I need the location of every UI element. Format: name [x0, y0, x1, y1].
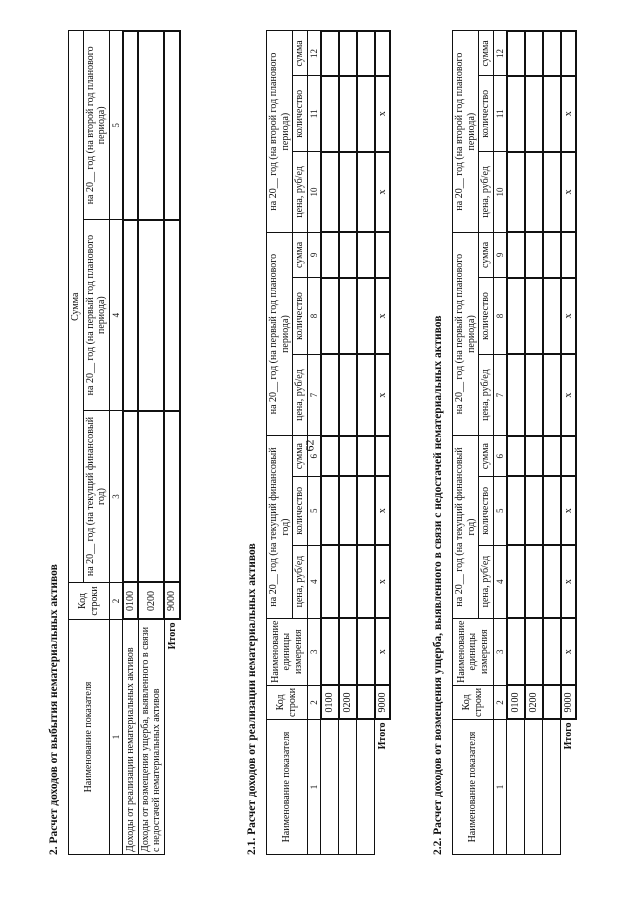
input-cell[interactable]	[543, 354, 561, 436]
num-cell: 3	[109, 411, 123, 583]
total-label: Итого	[563, 722, 575, 750]
input-cell[interactable]	[507, 152, 525, 233]
num-cell: 12	[307, 31, 321, 76]
input-cell[interactable]	[123, 411, 139, 583]
col-code-header: Код строки	[453, 685, 494, 719]
num-cell: 7	[307, 354, 321, 436]
input-cell[interactable]	[339, 278, 357, 355]
price-header: цена, руб/ед	[479, 545, 494, 618]
input-cell[interactable]	[357, 436, 375, 477]
input-cell[interactable]	[525, 76, 543, 152]
input-cell[interactable]	[543, 685, 561, 719]
sum-header: сумма	[293, 232, 308, 277]
input-cell[interactable]	[543, 278, 561, 355]
section-22-title: 2.2. Расчет доходов от возмещения ущерба, выявленного в связи с недостачей нематериальных активов	[432, 315, 444, 855]
input-cell[interactable]	[561, 436, 577, 477]
input-cell[interactable]	[339, 477, 357, 546]
input-cell[interactable]	[321, 278, 339, 355]
input-cell[interactable]	[507, 477, 525, 546]
input-cell[interactable]	[321, 232, 339, 277]
year2-header: на 20__ год (на первый год планового периода)	[453, 232, 479, 436]
input-cell[interactable]	[321, 31, 339, 76]
input-cell[interactable]	[543, 477, 561, 546]
num-cell: 2	[307, 685, 321, 719]
num-cell: 10	[493, 152, 507, 233]
page-number: 62	[302, 439, 317, 452]
col-code-header: Код строки	[69, 583, 110, 620]
total-label: Итого	[166, 622, 178, 650]
num-cell: 3	[307, 618, 321, 685]
input-cell[interactable]	[321, 618, 339, 685]
input-cell[interactable]	[164, 220, 180, 411]
input-cell[interactable]	[525, 278, 543, 355]
input-cell[interactable]	[357, 477, 375, 546]
input-cell[interactable]	[357, 618, 375, 685]
input-cell[interactable]	[321, 76, 339, 152]
col-name-header: Наименование показателя	[69, 620, 110, 855]
input-cell[interactable]	[357, 545, 375, 618]
total-code: 9000	[561, 685, 577, 719]
input-cell[interactable]	[525, 31, 543, 76]
input-cell[interactable]	[321, 477, 339, 546]
input-cell[interactable]	[321, 720, 339, 855]
qty-header: количество	[293, 278, 308, 355]
col-year3-header: на 20__ год (на второй год планового периода)	[83, 31, 109, 220]
input-cell[interactable]	[339, 618, 357, 685]
x-mark: x	[375, 76, 391, 152]
input-cell[interactable]	[339, 436, 357, 477]
col-name-header: Наименование показателя	[453, 720, 494, 855]
input-cell[interactable]	[507, 278, 525, 355]
input-cell[interactable]	[525, 545, 543, 618]
price-header: цена, руб/ед	[293, 545, 308, 618]
input-cell[interactable]	[321, 354, 339, 436]
section-2-table	[68, 30, 181, 855]
input-cell[interactable]	[507, 436, 525, 477]
input-cell[interactable]	[339, 232, 357, 277]
sum-header: сумма	[479, 436, 494, 477]
sum-header: сумма	[293, 436, 308, 477]
qty-header: количество	[479, 477, 494, 546]
price-header: цена, руб/ед	[479, 152, 494, 233]
x-mark: x	[375, 618, 391, 685]
section-2-title: 2. Расчет доходов от выбытия нематериальных активов	[48, 564, 60, 855]
num-cell: 6	[307, 436, 321, 477]
input-cell[interactable]	[543, 720, 561, 855]
row-name: Доходы от реализации нематериальных активов	[123, 620, 139, 855]
input-cell[interactable]	[525, 720, 543, 855]
input-cell[interactable]	[138, 220, 164, 411]
input-cell[interactable]	[138, 31, 164, 220]
num-cell: 2	[493, 685, 507, 719]
num-cell: 8	[493, 278, 507, 355]
sum-header: сумма	[479, 232, 494, 277]
qty-header: количество	[479, 76, 494, 152]
x-mark: x	[375, 545, 391, 618]
input-cell[interactable]	[164, 31, 180, 220]
input-cell[interactable]	[375, 436, 391, 477]
input-cell[interactable]	[375, 31, 391, 76]
input-cell[interactable]	[375, 232, 391, 277]
x-mark: x	[561, 152, 577, 233]
price-header: цена, руб/ед	[479, 354, 494, 436]
num-cell: 11	[493, 76, 507, 152]
input-cell[interactable]	[561, 232, 577, 277]
input-cell[interactable]	[321, 152, 339, 233]
landscape-content	[40, 30, 640, 875]
input-cell[interactable]	[507, 31, 525, 76]
x-mark: x	[561, 278, 577, 355]
num-cell: 11	[307, 76, 321, 152]
year1-header: на 20__ год (на текущий финансовый год)	[453, 436, 479, 618]
section-21-table	[266, 30, 391, 855]
row-code: 0200	[138, 583, 164, 620]
input-cell[interactable]	[339, 545, 357, 618]
sum-header: сумма	[479, 31, 494, 76]
num-cell: 6	[493, 436, 507, 477]
input-cell[interactable]	[543, 232, 561, 277]
input-cell[interactable]	[507, 545, 525, 618]
num-cell: 5	[307, 477, 321, 546]
input-cell[interactable]	[543, 152, 561, 233]
x-mark: x	[375, 477, 391, 546]
input-cell[interactable]	[507, 618, 525, 685]
input-cell[interactable]	[525, 152, 543, 233]
total-label: Итого	[377, 722, 389, 750]
x-mark: x	[375, 278, 391, 355]
input-cell[interactable]	[357, 152, 375, 233]
num-cell: 9	[493, 232, 507, 277]
input-cell[interactable]	[525, 436, 543, 477]
input-cell[interactable]	[525, 354, 543, 436]
row-code: 0100	[123, 583, 139, 620]
input-cell[interactable]	[357, 232, 375, 277]
input-cell[interactable]	[339, 720, 357, 855]
price-header: цена, руб/ед	[293, 354, 308, 436]
x-mark: x	[561, 354, 577, 436]
input-cell[interactable]	[357, 720, 375, 855]
x-mark: x	[561, 545, 577, 618]
row-code: 0200	[339, 685, 357, 719]
col-code-header: Код строки	[267, 685, 308, 719]
x-mark: x	[561, 477, 577, 546]
num-cell: 1	[493, 720, 507, 855]
section-22-table	[452, 30, 577, 855]
row-code: 0200	[525, 685, 543, 719]
input-cell[interactable]	[339, 31, 357, 76]
input-cell[interactable]	[339, 152, 357, 233]
qty-header: количество	[479, 278, 494, 355]
input-cell[interactable]	[543, 618, 561, 685]
total-code: 9000	[375, 685, 391, 719]
input-cell[interactable]	[543, 76, 561, 152]
input-cell[interactable]	[138, 411, 164, 583]
input-cell[interactable]	[507, 354, 525, 436]
num-cell: 7	[493, 354, 507, 436]
x-mark: x	[561, 618, 577, 685]
input-cell[interactable]	[164, 411, 180, 583]
num-cell: 4	[109, 220, 123, 411]
input-cell[interactable]	[543, 545, 561, 618]
num-cell: 5	[109, 31, 123, 220]
input-cell[interactable]	[123, 31, 139, 220]
col-name-header: Наименование показателя	[267, 720, 308, 855]
col-year2-header: на 20__ год (на первый год планового периода)	[83, 220, 109, 411]
num-cell: 9	[307, 232, 321, 277]
input-cell[interactable]	[321, 545, 339, 618]
input-cell[interactable]	[123, 220, 139, 411]
sum-header: сумма	[293, 31, 308, 76]
input-cell[interactable]	[357, 76, 375, 152]
x-mark: x	[375, 152, 391, 233]
row-name: Доходы от возмещения ущерба, выявленного в связи с недостачей нематериальных активов	[138, 620, 164, 855]
input-cell[interactable]	[357, 354, 375, 436]
qty-header: количество	[293, 76, 308, 152]
input-cell[interactable]	[357, 31, 375, 76]
input-cell[interactable]	[561, 31, 577, 76]
num-cell: 1	[307, 720, 321, 855]
input-cell[interactable]	[543, 436, 561, 477]
num-cell: 4	[307, 545, 321, 618]
qty-header: количество	[293, 477, 308, 546]
num-cell: 10	[307, 152, 321, 233]
num-cell: 3	[493, 618, 507, 685]
row-code: 0100	[507, 685, 525, 719]
x-mark: x	[375, 354, 391, 436]
num-cell: 12	[493, 31, 507, 76]
rotated-page	[40, 30, 640, 875]
num-cell: 2	[109, 583, 123, 620]
year3-header: на 20__ год (на второй год планового периода)	[453, 31, 479, 232]
input-cell[interactable]	[321, 436, 339, 477]
total-code: 9000	[164, 583, 180, 620]
input-cell[interactable]	[507, 76, 525, 152]
col-year1-header: на 20__ год (на текущий финансовый год)	[83, 411, 109, 583]
input-cell[interactable]	[507, 232, 525, 277]
price-header: цена, руб/ед	[293, 152, 308, 233]
input-cell[interactable]	[525, 618, 543, 685]
x-mark: x	[561, 76, 577, 152]
input-cell[interactable]	[507, 720, 525, 855]
col-sum-header: Сумма	[69, 31, 84, 583]
input-cell[interactable]	[339, 354, 357, 436]
col-unit-header: Наименование единицы измерения	[453, 618, 494, 685]
num-cell: 4	[493, 545, 507, 618]
num-cell: 1	[109, 620, 123, 855]
num-cell: 5	[493, 477, 507, 546]
row-code: 0100	[321, 685, 339, 719]
input-cell[interactable]	[525, 232, 543, 277]
col-unit-header: Наименование единицы измерения	[267, 618, 308, 685]
year1-header: на 20__ год (на текущий финансовый год)	[267, 436, 293, 618]
year3-header: на 20__ год (на второй год планового периода)	[267, 31, 293, 232]
input-cell[interactable]	[339, 76, 357, 152]
section-21-title: 2.1. Расчет доходов от реализации нематериальных активов	[246, 543, 258, 855]
input-cell[interactable]	[543, 31, 561, 76]
year2-header: на 20__ год (на первый год планового периода)	[267, 232, 293, 436]
num-cell: 8	[307, 278, 321, 355]
input-cell[interactable]	[525, 477, 543, 546]
input-cell[interactable]	[357, 685, 375, 719]
input-cell[interactable]	[357, 278, 375, 355]
